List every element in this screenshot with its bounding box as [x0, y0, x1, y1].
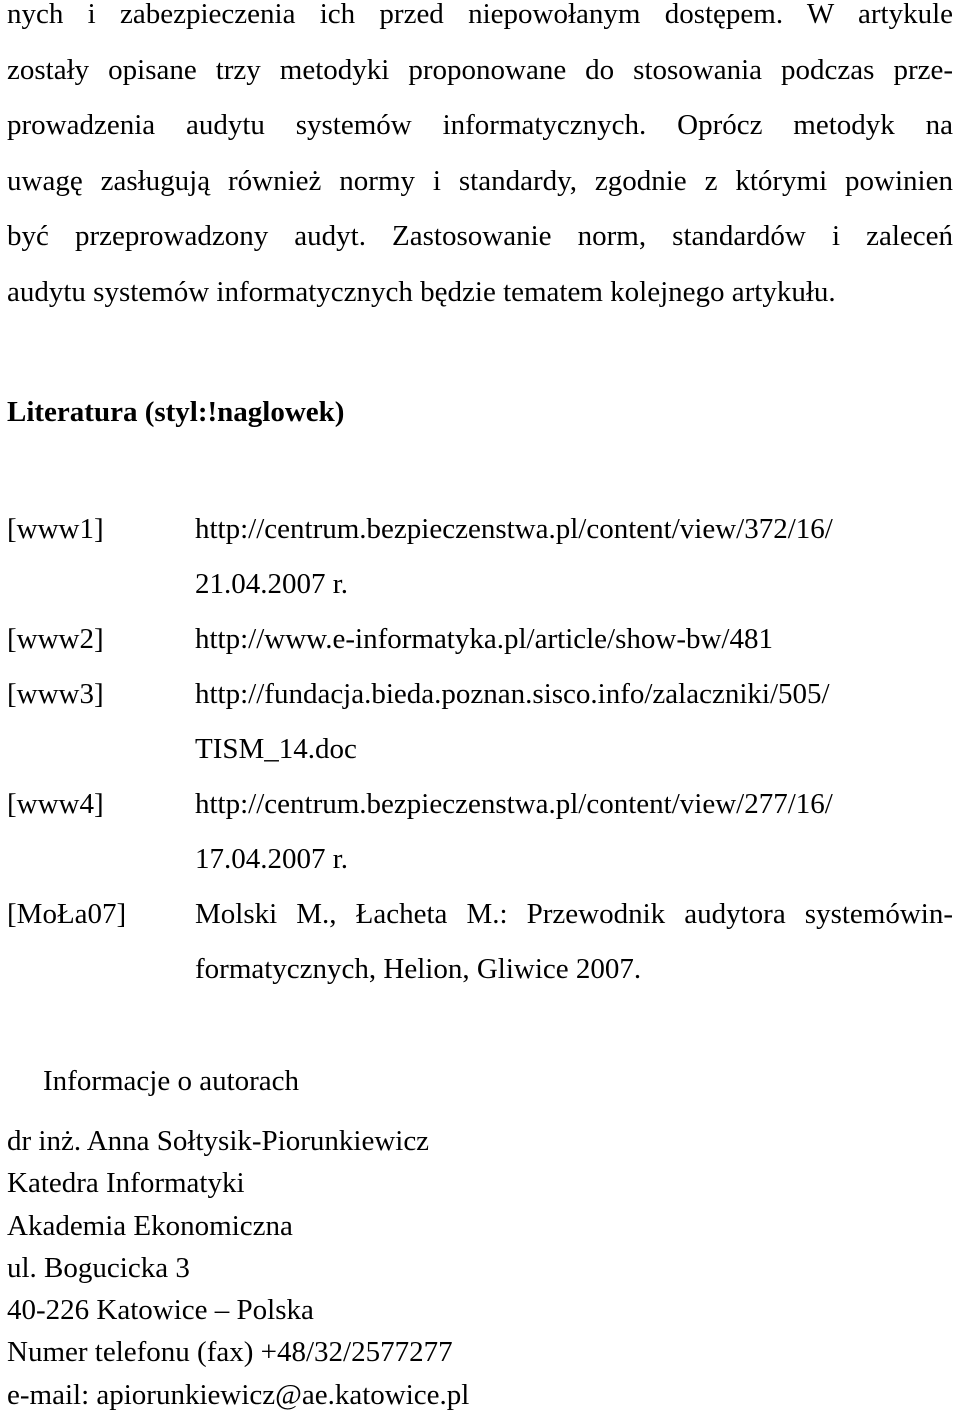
- reference-body: [195, 887, 953, 997]
- reference-body: [195, 612, 953, 667]
- reference-line: 21.04.2007 r.: [195, 568, 349, 600]
- author-email: e-mail: apiorunkiewicz@ae.katowice.pl: [7, 1378, 470, 1411]
- author-department: Katedra Informatyki: [7, 1167, 245, 1200]
- reference-item: [7, 887, 953, 997]
- reference-item: [7, 667, 953, 777]
- paragraph-line: uwagę zasługują również normy i standardy, zgodnie z którymi powinien: [7, 164, 953, 197]
- reference-item: [7, 502, 953, 612]
- paragraph-line: nych i zabezpieczenia ich przed niepowołanym dostępem. W artykule: [7, 0, 953, 30]
- reference-key: [www3]: [7, 678, 104, 710]
- reference-key: [www1]: [7, 513, 104, 545]
- author-city: 40-226 Katowice – Polska: [7, 1294, 314, 1327]
- body-paragraph: [7, 0, 953, 320]
- reference-item: [7, 612, 953, 667]
- paragraph-line: prowadzenia audytu systemów informatycznych. Oprócz metodyk na: [7, 109, 953, 141]
- author-name: dr inż. Anna Sołtysik-Piorunkiewicz: [7, 1125, 430, 1157]
- author-phone: Numer telefonu (fax) +48/32/2577277: [7, 1336, 453, 1369]
- reference-line: Molski M., Łacheta M.: Przewodnik audytora systemówin-: [195, 898, 953, 930]
- reference-line: http://www.e-informatyka.pl/article/show-bw/481: [195, 623, 773, 655]
- paragraph-line: zostały opisane trzy metodyki proponowane do stosowania podczas prze-: [7, 53, 953, 86]
- reference-body: [195, 777, 953, 887]
- reference-item: [7, 777, 953, 887]
- reference-list: [7, 502, 953, 997]
- reference-line: TISM_14.doc: [195, 733, 357, 765]
- paragraph-line: być przeprowadzony audyt. Zastosowanie norm, standardów i zaleceń: [7, 220, 953, 252]
- author-info: [7, 1120, 469, 1416]
- paragraph-line: audytu systemów informatycznych będzie tematem kolejnego artykułu.: [7, 275, 836, 308]
- reference-key: [MoŁa07]: [7, 898, 127, 930]
- author-street: ul. Bogucicka 3: [7, 1251, 190, 1284]
- reference-line: 17.04.2007 r.: [195, 843, 349, 875]
- reference-line: http://centrum.bezpieczenstwa.pl/content/view/372/16/: [195, 513, 833, 545]
- literature-heading: Literatura (styl:!naglowek): [7, 396, 345, 428]
- author-institution: Akademia Ekonomiczna: [7, 1209, 293, 1242]
- reference-body: [195, 667, 953, 777]
- reference-key: [www2]: [7, 623, 104, 655]
- reference-line: http://fundacja.bieda.poznan.sisco.info/zalaczniki/505/: [195, 678, 830, 710]
- reference-key: [www4]: [7, 788, 104, 820]
- reference-line: http://centrum.bezpieczenstwa.pl/content/view/277/16/: [195, 788, 833, 820]
- reference-line: formatycznych, Helion, Gliwice 2007.: [195, 953, 642, 985]
- authors-heading: Informacje o autorach: [43, 1065, 300, 1097]
- reference-body: [195, 502, 953, 612]
